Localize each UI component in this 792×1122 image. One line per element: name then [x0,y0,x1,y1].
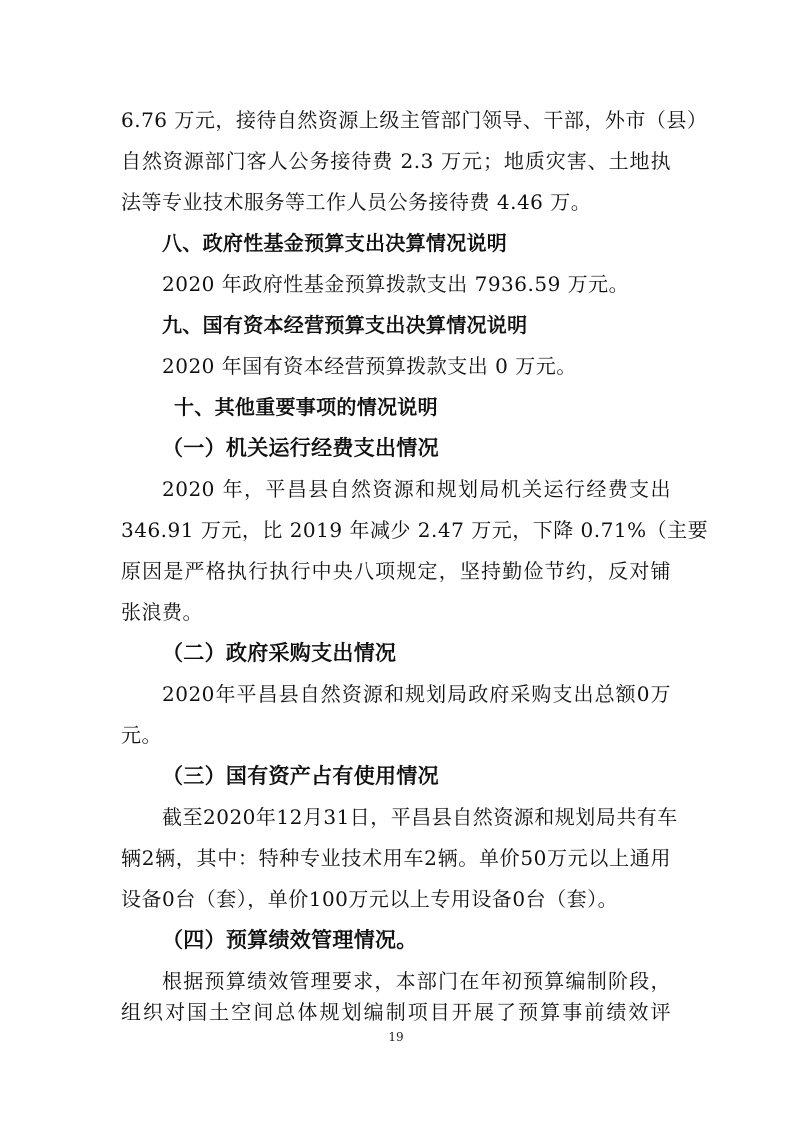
body-line-11: 346.91 万元，比 2019 年减少 2.47 万元，下降 0.71%（主要 [121,518,709,542]
subsection-heading-2: （二）政府采购支出情况 [162,641,397,665]
subsection-heading-4: （四）预算绩效管理情况。 [162,928,418,952]
section-heading-10: 十、其他重要事项的情况说明 [174,395,438,419]
body-line-16: 元。 [121,723,162,747]
section-heading-9: 九、国有资本经营预算支出决算情况说明 [162,313,528,337]
body-line-13: 张浪费。 [121,600,203,624]
body-line-3: 法等专业技术服务等工作人员公务接待费 4.46 万。 [121,190,592,214]
body-line-20: 设备0台（套），单价100万元以上专用设备0台（套）。 [121,887,619,911]
body-line-19: 辆2辆，其中：特种专业技术用车2辆。单价50万元以上通用 [121,846,671,870]
body-line-15: 2020年平昌县自然资源和规划局政府采购支出总额0万 [162,682,671,706]
body-line-23: 组织对国土空间总体规划编制项目开展了预算事前绩效评 [121,1000,671,1024]
body-line-18: 截至2020年12月31日，平昌县自然资源和规划局共有车 [162,805,678,829]
subsection-heading-3: （三）国有资产占有使用情况 [162,764,439,788]
page-number: 19 [388,1030,404,1044]
body-line-1: 6.76 万元，接待自然资源上级主管部门领导、干部，外市（县） [121,108,708,132]
body-line-2: 自然资源部门客人公务接待费 2.3 万元；地质灾害、土地执 [121,149,671,173]
body-line-7: 2020 年国有资本经营预算拨款支出 0 万元。 [162,354,577,378]
body-line-12: 原因是严格执行执行中央八项规定，坚持勤俭节约，反对铺 [121,559,671,583]
body-line-22: 根据预算绩效管理要求，本部门在年初预算编制阶段， [162,969,671,993]
body-line-5: 2020 年政府性基金预算拨款支出 7936.59 万元。 [162,272,630,296]
subsection-heading-1: （一）机关运行经费支出情况 [162,436,439,460]
body-line-10: 2020 年，平昌县自然资源和规划局机关运行经费支出 [162,477,671,501]
section-heading-8: 八、政府性基金预算支出决算情况说明 [162,231,508,255]
